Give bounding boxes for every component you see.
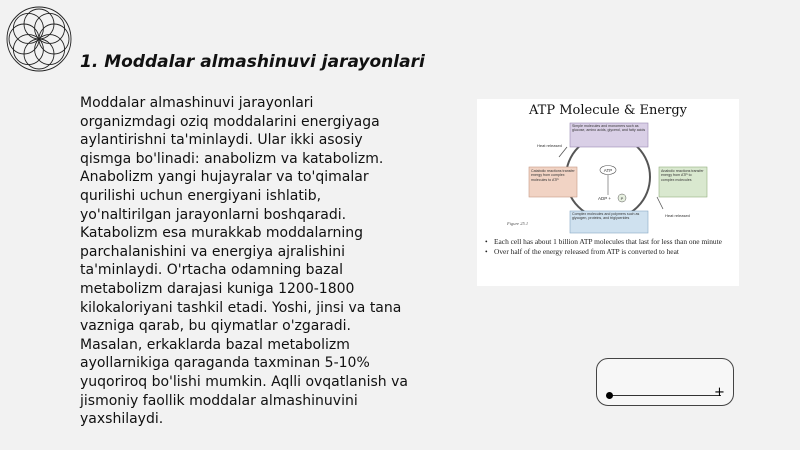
slide-title: 1. Moddalar almashinuvi jarayonlari [80, 52, 425, 72]
seek-handle[interactable] [606, 392, 613, 399]
logo-icon [4, 4, 74, 74]
plus-icon[interactable]: + [714, 385, 725, 400]
box-bottom-text: Complex molecules and polymers such as glycogen, proteins, and triglycerides [572, 212, 640, 221]
atp-cycle-diagram [477, 99, 739, 286]
atp-diagram-title: ATP Molecule & Energy [529, 103, 687, 118]
figure-label: Figure 25.1 [507, 221, 529, 226]
seek-bar[interactable] [609, 395, 721, 396]
box-right-text: Anabolic reactions transfer energy from ATP to complex molecules [661, 169, 704, 182]
heat-right-label: Heat released [665, 213, 690, 218]
heat-left-label: Heat released [537, 143, 562, 148]
atp-bullet-item: • Over half of the energy released from ATP is converted to heat [485, 247, 735, 256]
box-top-text: Simple molecules and monomers such as glucose, amino acids, glycerol, and fatty acids [572, 124, 646, 133]
slide-body-text: Moddalar almashinuvi jarayonlari organizmdagi oziq moddalarini energiyaga aylantirishni ta'minlaydi. Ular ikki asosiy qismga bo'linadi: anabolizm va katabolizm. Anabolizm yangi hujayralar va to'qimalar qurilishi uchun energiyani ishlatib, yo'naltirilgan jarayonlarni boshqaradi. Katabolizm esa murakkab moddalarning parchalanishini va energiya ajralishini ta'minlaydi. O'rtacha odamning bazal metabolizm darajasi kuniga 1200-1800 kilokaloriyani tashkil etadi. Yoshi, jinsi va tana vazniga qarab, bu qiymatlar o'zgaradi. Masalan, erkaklarda bazal metabolizm ayollarnikiga qaraganda taxminan 5-10% yuqoriroq bo'lishi mumkin. Aqlli ovqatlanish va jismoniy faollik moddalar almashinuvini yaxshilaydi. [80, 95, 408, 428]
atp-bullet-item: • Each cell has about 1 billion ATP molecules that last for less than one minute [485, 237, 735, 246]
pi-label: P [620, 196, 624, 201]
atp-label: ATP [603, 168, 613, 173]
atp-diagram-image [477, 99, 739, 286]
media-player-control[interactable] [596, 358, 734, 406]
atp-bullets [485, 237, 735, 257]
adp-label: ADP + [598, 196, 612, 201]
box-left-text: Catabolic reactions transfer energy from complex molecules to ATP [531, 169, 575, 182]
